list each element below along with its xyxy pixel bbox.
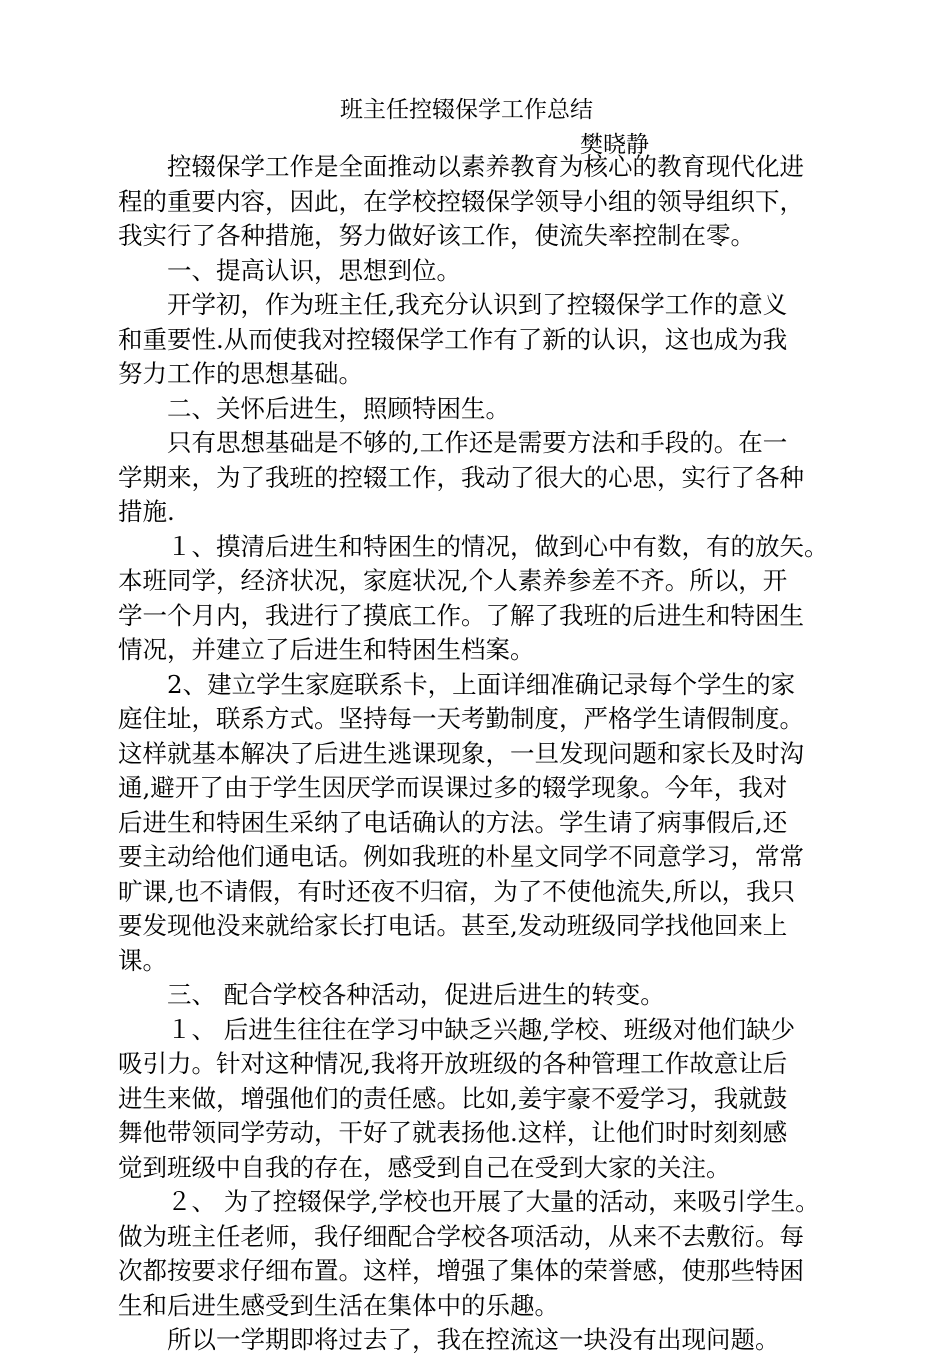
body-line: 要发现他没来就给家长打电话。甚至,发动班级同学找他回来上 [118,911,788,940]
body-line: 旷课,也不请假，有时还夜不归宿，为了不使他流失,所以，我只 [118,876,796,906]
document-title: 班主任控辍保学工作总结 [340,97,593,123]
body-line: 措施. [118,497,175,526]
body-line: 庭住址，联系方式。坚持每一天考勤制度，严格学生请假制度。 [118,704,804,733]
body-line: 2、建立学生家庭联系卡，上面详细准确记录每个学生的家 [118,669,796,699]
body-line: 学一个月内，我进行了摸底工作。了解了我班的后进生和特困生 [118,600,804,630]
body-line: 开学初，作为班主任,我充分认识到了控辍保学工作的意义 [118,290,788,319]
body-line: 只有思想基础是不够的,工作还是需要方法和手段的。在一 [118,428,788,457]
body-line: 一、提高认识，思想到位。 [118,255,461,285]
body-line: 要主动给他们通电话。例如我班的朴星文同学不同意学习，常常 [118,842,804,871]
body-line: 课。 [118,945,167,975]
body-line: 后进生和特困生采纳了电话确认的方法。学生请了病事假后,还 [118,807,788,837]
body-line: 吸引力。针对这种情况,我将开放班级的各种管理工作故意让后 [118,1049,788,1078]
body-line: 这样就基本解决了后进生逃课现象，一旦发现问题和家长及时沟 [118,738,804,768]
body-line: 二、关怀后进生，照顾特困生。 [118,393,510,423]
body-line: 努力工作的思想基础。 [118,359,363,388]
document-body [118,150,858,1358]
body-line: 舞他带领同学劳动，干好了就表扬他.这样，让他们时时刻刻感 [118,1118,788,1147]
body-line: 所以一学期即将过去了，我在控流这一块没有出现问题。 [118,1325,780,1354]
body-line: 程的重要内容，因此，在学校控辍保学领导小组的领导组织下， [118,186,804,216]
body-line: １、摸清后进生和特困生的情况，做到心中有数，有的放矢。 [118,531,829,561]
body-line: 做为班主任老师，我仔细配合学校各项活动，从来不去敷衍。每 [118,1221,804,1251]
body-line: 通,避开了由于学生因厌学而误课过多的辍学现象。今年，我对 [118,773,788,802]
body-line: 控辍保学工作是全面推动以素养教育为核心的教育现代化进 [118,152,804,181]
body-line: 觉到班级中自我的存在，感受到自己在受到大家的关注。 [118,1152,731,1182]
body-line: 进生来做，增强他们的责任感。比如,姜宇豪不爱学习，我就鼓 [118,1083,788,1113]
body-line: 本班同学，经济状况，家庭状况,个人素养参差不齐。所以，开 [118,566,788,595]
body-line: 学期来，为了我班的控辍工作，我动了很大的心思，实行了各种 [118,462,804,492]
body-line: ２、 为了控辍保学,学校也开展了大量的活动，来吸引学生。 [118,1187,820,1216]
body-line: 次都按要求仔细布置。这样，增强了集体的荣誉感，使那些特困 [118,1256,804,1285]
body-line: 情况，并建立了后进生和特困生档案。 [118,635,535,664]
body-line: 生和后进生感受到生活在集体中的乐趣。 [118,1290,559,1320]
body-line: 三、 配合学校各种活动，促进后进生的转变。 [118,980,665,1009]
body-line: １、 后进生往往在学习中缺乏兴趣,学校、班级对他们缺少 [118,1014,796,1044]
document-author: 樊晓静 [580,132,649,158]
body-line: 我实行了各种措施，努力做好该工作，使流失率控制在零。 [118,221,755,250]
body-line: 和重要性.从而使我对控辍保学工作有了新的认识，这也成为我 [118,324,788,354]
